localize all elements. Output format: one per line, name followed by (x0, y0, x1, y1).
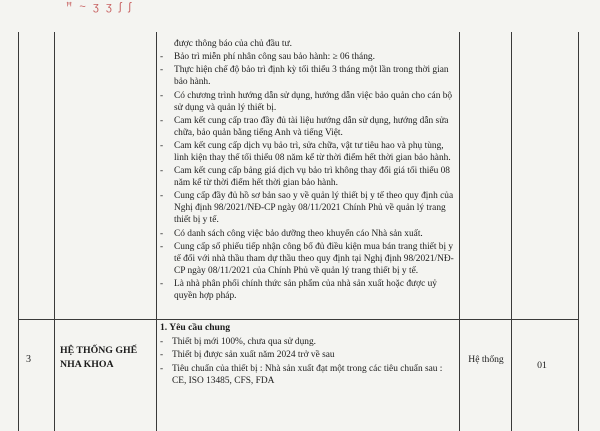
dash-marker: - (160, 65, 164, 76)
spec-item (160, 90, 456, 114)
spec-item-text: Cam kết cung cấp bảng giá dịch vụ bảo trì không thay đổi giá tối thiểu 08 năm kể từ thời điểm hết thời gian bảo hành. (174, 166, 450, 189)
dash-marker: - (160, 191, 164, 202)
spec-item-text: Thiết bị mới 100%, chưa qua sử dụng. (172, 337, 317, 347)
unit-cell: Hệ thống (468, 354, 504, 365)
spec-item (160, 190, 456, 226)
item-name: HỆ THỐNG GHẾ NHA KHOA (60, 345, 138, 370)
dash-marker: - (160, 241, 164, 252)
dash-marker: - (160, 228, 164, 239)
spec-item (160, 115, 456, 139)
spec-item (160, 349, 456, 361)
spec-item (160, 336, 456, 348)
quantity-cell: 01 (537, 360, 547, 371)
spec-item (160, 140, 456, 164)
column-divider-stt (54, 32, 55, 431)
spec-item-text: Là nhà phân phối chính thức sản phẩm của nhà sản xuất hoặc được uỷ quyền hợp pháp. (174, 278, 437, 301)
spec-item-text: Cung cấp số phiếu tiếp nhận công bố đủ điều kiện mua bán trang thiết bị y tế đối với nhà thầu tham dự thầu theo quy định tại Nghị định 98/2021/NĐ-CP ngày 08/11/2021 của Chính Phủ về quản lý trang thiết bị y tế. (174, 241, 454, 276)
column-divider-name (156, 32, 157, 431)
spec-item (160, 38, 456, 50)
spec-item (160, 278, 456, 302)
spec-item (160, 363, 456, 387)
dash-marker: - (160, 140, 164, 151)
spec-item (160, 64, 456, 88)
dash-marker: - (160, 52, 164, 63)
dash-marker: - (160, 337, 164, 347)
spec-item (160, 241, 456, 277)
spec-item-text: Cam kết cung cấp trao đầy đủ tài liệu hướng dẫn sử dụng, hướng dẫn sửa chữa, bảo quản bằng tiếng Anh và tiếng Việt. (174, 115, 449, 138)
spec-item (160, 51, 456, 63)
spec-item-text: Cam kết cung cấp dịch vụ bảo trì, sửa chữa, vật tư tiêu hao và phụ tùng, linh kiện thay thế tối thiểu 08 năm kể từ thời điểm hết thời gian bảo hành. (174, 140, 451, 163)
table-border-right (578, 32, 579, 431)
dash-marker: - (160, 166, 164, 177)
spec-item-text: Tiêu chuẩn của thiết bị : Nhà sản xuất đạt một trong các tiêu chuẩn sau : CE, ISO 13485, CFS, FDA (172, 363, 443, 386)
dash-marker: - (160, 350, 164, 361)
table-border-left (18, 32, 19, 431)
spec-item (160, 165, 456, 189)
spec-item (160, 228, 456, 240)
spec-item-text: Có chương trình hướng dẫn sử dụng, hướng dẫn việc bảo quản cho cán bộ sử dụng và quản lý thiết bị. (174, 90, 453, 113)
spec-item-text: Có danh sách công việc bảo dưỡng theo khuyến cáo Nhà sản xuất. (174, 228, 423, 239)
dash-marker: - (160, 115, 164, 126)
column-divider-unit (511, 32, 512, 431)
dash-marker: - (160, 90, 164, 101)
row-divider (18, 319, 579, 320)
page-stamp: ꟸ ~ ʒ ʒ ʃ ʃ (66, 1, 133, 13)
spec-general-requirements (160, 322, 456, 388)
spec-heading: 1. Yêu cầu chung (160, 322, 231, 333)
spec-continuation-list (160, 38, 456, 303)
spec-item-text: Bảo trì miễn phí nhân công sau bảo hành: ≥ 06 tháng. (174, 52, 375, 63)
spec-item-text: Cung cấp đầy đủ hồ sơ bản sao y về quản lý thiết bị y tế theo quy định của Nghị định 98/2021/NĐ-CP ngày 08/11/2021 Chính Phủ về quản lý trang thiết bị y tế. (174, 191, 454, 226)
spec-item-text: Thực hiện chế độ bảo trì định kỳ tối thiểu 3 tháng một lần trong thời gian bảo hành. (174, 65, 449, 88)
row-number: 3 (26, 354, 31, 365)
dash-marker: - (160, 278, 164, 289)
dash-marker: - (160, 363, 164, 374)
column-divider-spec (459, 32, 460, 431)
spec-item-text: Thiết bị được sản xuất năm 2024 trở về sau (172, 350, 335, 361)
spec-item-text: được thông báo của chủ đầu tư. (174, 39, 292, 49)
